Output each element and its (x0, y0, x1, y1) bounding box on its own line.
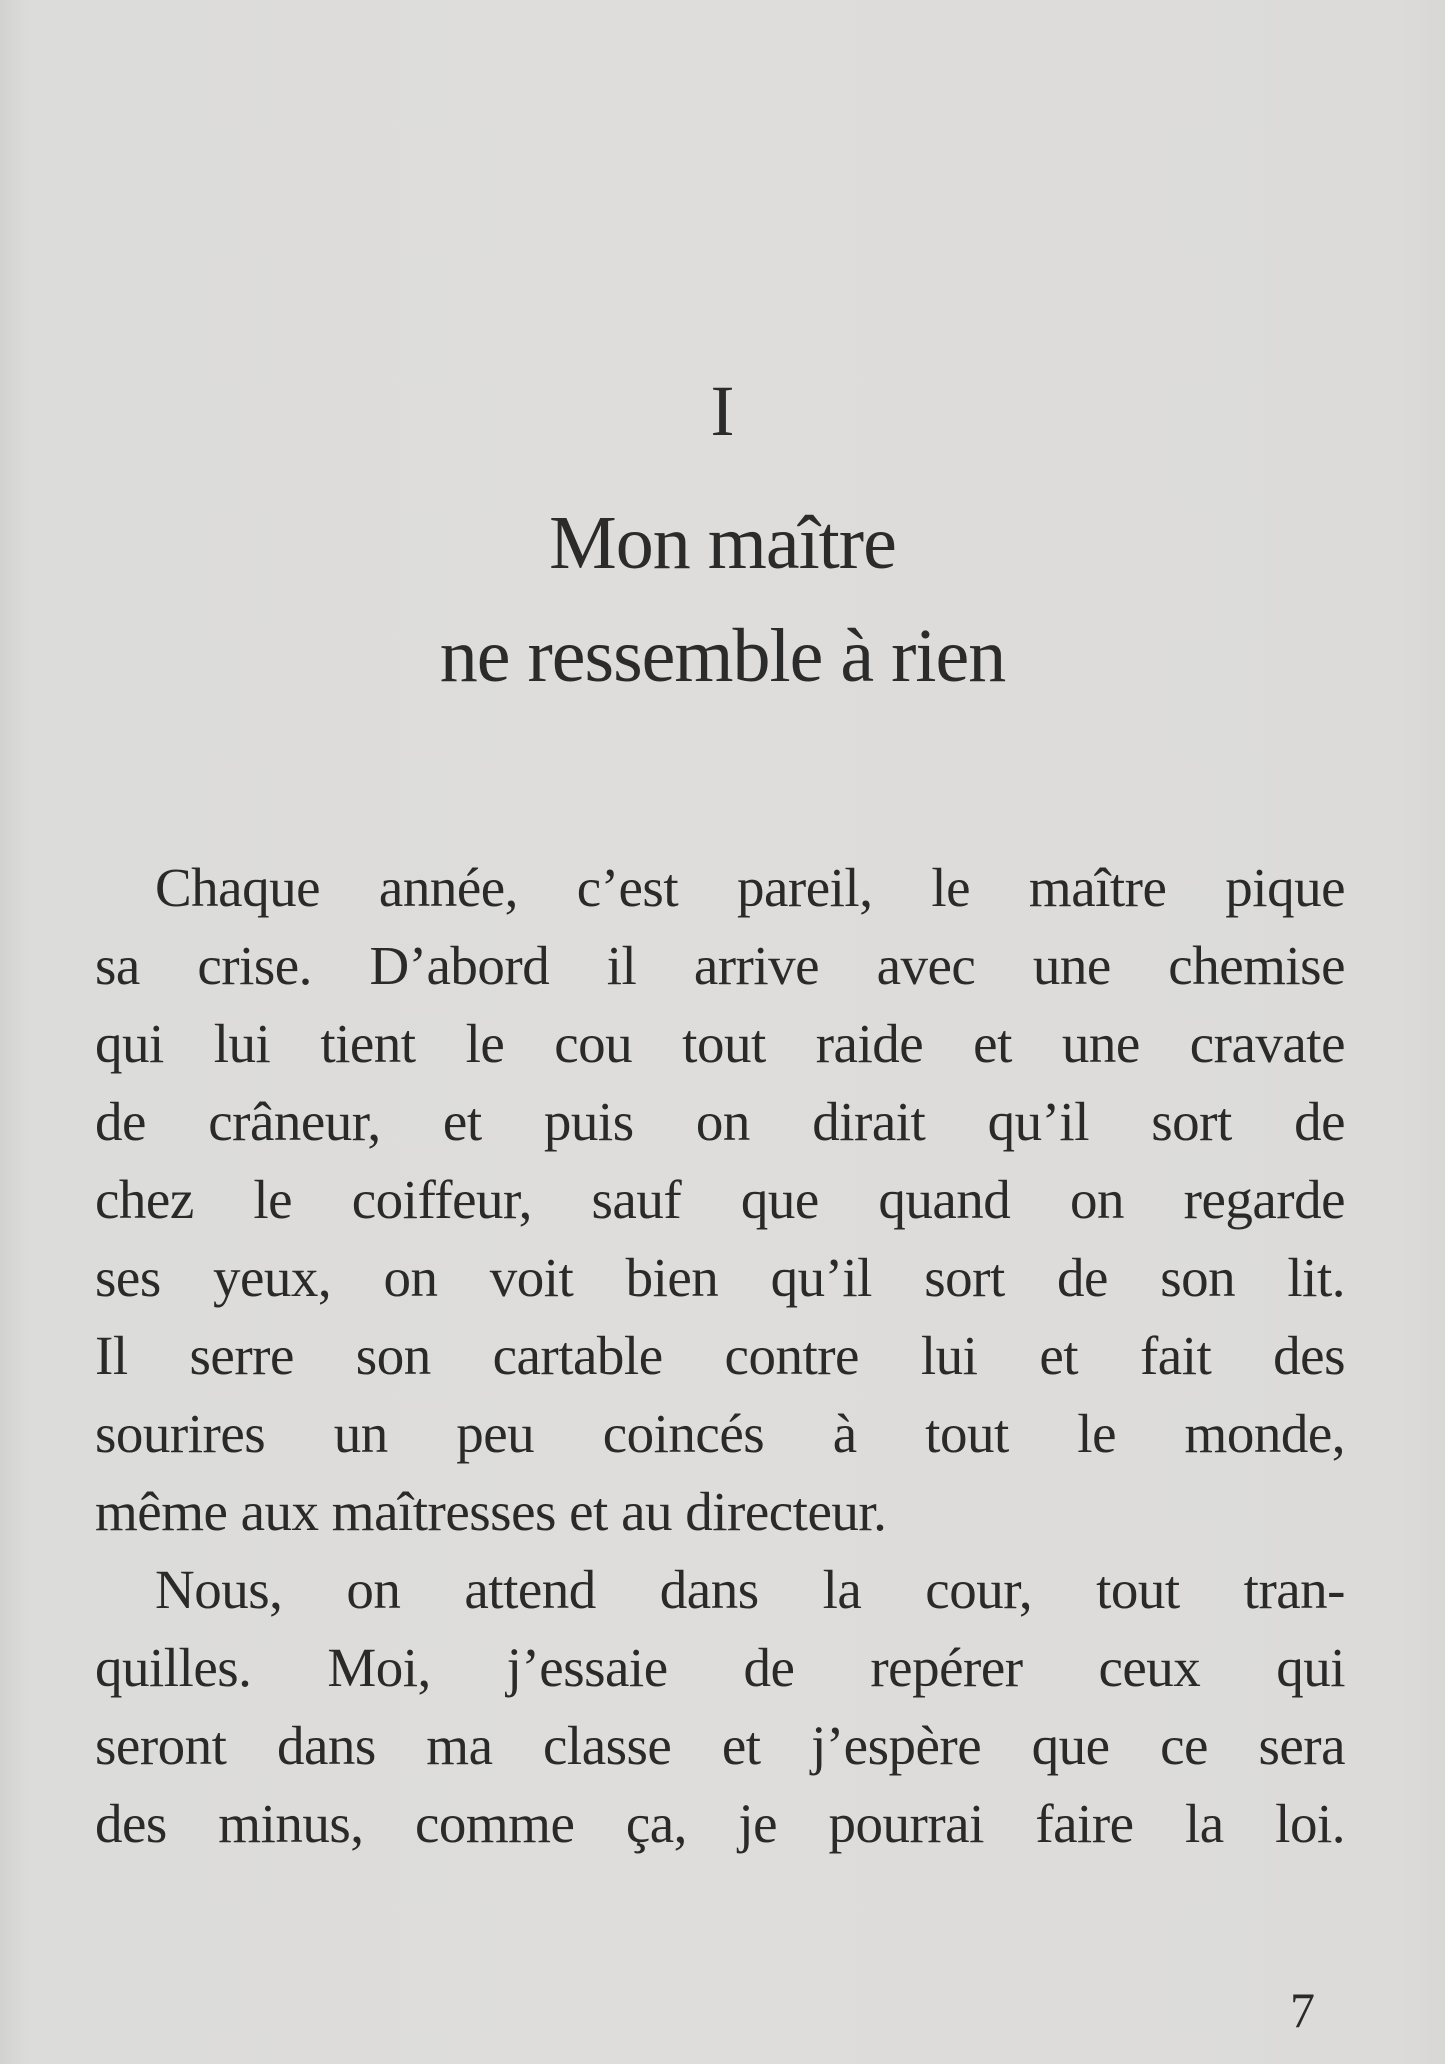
text-line: Il serre son cartable contre lui et fait des (95, 1325, 1345, 1386)
chapter-title-line-1: Mon maître (549, 501, 896, 585)
text-line: ses yeux, on voit bien qu’il sort de son lit. (95, 1247, 1345, 1308)
text-line: Chaque année, c’est pareil, le maître pique (155, 857, 1345, 918)
text-line: chez le coiffeur, sauf que quand on regarde (95, 1169, 1345, 1230)
page-number: 7 (1290, 1982, 1315, 2038)
text-line: de crâneur, et puis on dirait qu’il sort de (95, 1091, 1345, 1152)
text-line: des minus, comme ça, je pourrai faire la loi. (95, 1793, 1345, 1854)
text-line: sa crise. D’abord il arrive avec une chemise (95, 935, 1345, 996)
text-line: quilles. Moi, j’essaie de repérer ceux qui (95, 1637, 1345, 1698)
text-line: sourires un peu coincés à tout le monde, (95, 1403, 1345, 1464)
chapter-title-line-2: ne ressemble à rien (439, 614, 1006, 698)
chapter-number: I (710, 371, 735, 451)
text-line: seront dans ma classe et j’espère que ce sera (95, 1715, 1345, 1776)
text-line: qui lui tient le cou tout raide et une cravate (95, 1013, 1345, 1074)
text-line: même aux maîtresses et au directeur. (95, 1481, 887, 1542)
text-line: Nous, on attend dans la cour, tout tran- (155, 1559, 1345, 1620)
